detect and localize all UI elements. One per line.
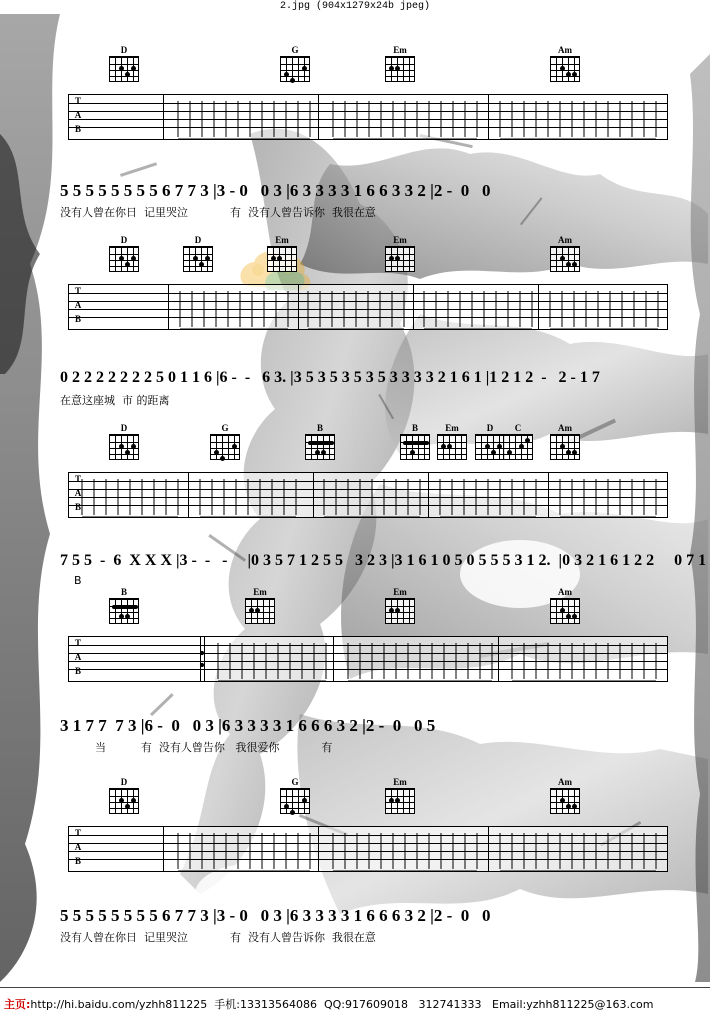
chord-grid: [109, 788, 139, 814]
chord-diagram: Em: [262, 236, 302, 272]
qq-label: QQ:: [323, 998, 346, 1011]
chord-grid: [210, 434, 240, 460]
chord-grid: [550, 246, 580, 272]
chord-diagram: Em: [380, 588, 420, 624]
chord-diagram: D: [470, 424, 510, 460]
chord-grid: [245, 598, 275, 624]
chord-diagram: Em: [240, 588, 280, 624]
tab-clef-letters: T A B: [74, 286, 82, 324]
tab-staff: [68, 284, 668, 330]
tab-staff: [68, 472, 668, 518]
chord-diagram: G: [275, 778, 315, 814]
chord-diagram: C: [498, 424, 538, 460]
footer-bar: [0, 987, 710, 1022]
chord-diagram: D: [104, 236, 144, 272]
chord-grid: [550, 434, 580, 460]
chord-diagram: G: [275, 46, 315, 82]
chord-grid: [109, 434, 139, 460]
chord-diagram: D: [104, 46, 144, 82]
chord-diagram: B: [395, 424, 435, 460]
chord-diagram: Am: [545, 778, 585, 814]
chord-grid: [550, 788, 580, 814]
footer-contact-line: [4, 996, 653, 1012]
chord-grid: [280, 56, 310, 82]
chord-grid: [385, 56, 415, 82]
jianpu-line: 5 5 5 5 5 5 5 5 6 7 7 3 |3 - 0 0 3 |6 3 3 3 3 1 6 6 3 3 2 |2 - 0 0: [60, 181, 491, 200]
lyric-line: 没有人曾在你日 记里哭泣 有 没有人曾告诉你 我很在意: [60, 206, 376, 219]
chord-diagram: Am: [545, 236, 585, 272]
lyric-line: 当 有 没有人曾告你 我很爱你 有: [60, 741, 333, 754]
chord-diagram: Am: [545, 424, 585, 460]
chord-grid: [385, 598, 415, 624]
spacer-4: [482, 998, 493, 1011]
chord-diagram: Am: [545, 46, 585, 82]
chord-grid: [109, 598, 139, 624]
chord-grid: [280, 788, 310, 814]
chord-grid: [400, 434, 430, 460]
chord-grid: [550, 598, 580, 624]
lyric-line: 在意这座城 市 的距离: [60, 394, 170, 407]
chord-grid: [550, 56, 580, 82]
jianpu-line: 5 5 5 5 5 5 5 5 6 7 7 3 |3 - 0 0 3 |6 3 3 3 3 1 6 6 6 3 2 |2 - 0 0: [60, 906, 491, 925]
chord-diagram: Em: [380, 236, 420, 272]
tab-staff: [68, 636, 668, 682]
chord-grid: [503, 434, 533, 460]
mobile-number: 13313564086: [240, 998, 317, 1011]
tab-clef-letters: T A B: [74, 474, 82, 512]
homepage-url[interactable]: http://hi.baidu.com/yzhh811225: [30, 998, 208, 1011]
chord-grid: [305, 434, 335, 460]
tab-clef-letters: T A B: [74, 638, 82, 676]
chord-grid: [385, 788, 415, 814]
tab-staff: [68, 826, 668, 872]
chord-diagram: Em: [432, 424, 472, 460]
jianpu-line: 0 2 2 2 2 2 2 2 5 0 1 1 6 |6 - - 6 3. |3 5 3 5 3 5 3 5 3 3 3 3 2 1 6 1 |1 2 1 2 - 2 - 1 7: [60, 369, 600, 386]
tab-staff: [68, 94, 668, 140]
chord-diagram: D: [178, 236, 218, 272]
tab-clef-letters: T A B: [74, 96, 82, 134]
chord-diagram: G: [205, 424, 245, 460]
mobile-label: 手机:: [214, 998, 240, 1011]
chord-grid: [267, 246, 297, 272]
homepage-label: 主页:: [4, 998, 31, 1011]
email-address[interactable]: yzhh811225@163.com: [526, 998, 654, 1011]
chord-grid: [385, 246, 415, 272]
chord-grid: [109, 56, 139, 82]
chord-diagram: B: [300, 424, 340, 460]
file-caption: 2.jpg (904x1279x24b jpeg): [279, 1, 431, 12]
chord-diagram: B: [104, 588, 144, 624]
spacer-3: [408, 998, 419, 1011]
chord-diagram: Am: [545, 588, 585, 624]
chord-grid: [437, 434, 467, 460]
lyric-line: 没有人曾在你日 记里哭泣 有 没有人曾告诉你 我很在意: [60, 931, 376, 944]
chord-diagram: Em: [380, 46, 420, 82]
spacer-2: [317, 998, 324, 1011]
email-label: Email:: [492, 998, 527, 1011]
lyric-line: B: [60, 574, 82, 587]
chord-diagram: D: [104, 778, 144, 814]
chord-grid: [109, 246, 139, 272]
qq-number: 917609018: [345, 998, 409, 1011]
qq-number-2: 312741333: [418, 998, 482, 1011]
chord-diagram: D: [104, 424, 144, 460]
jianpu-line: 3 1 7 7 7 3 |6 - 0 0 3 |6 3 3 3 3 1 6 6 6 3 2 |2 - 0 0 5: [60, 716, 436, 735]
tab-clef-letters: T A B: [74, 828, 82, 866]
jianpu-line: 7 5 5 - 6 X X X |3 - - - |0 3 5 7 1 2 5 5 3 2 3 |3 1 6 1 0 5 0 5 5 5 3 1 2. |0 3 2 1 6 1 2 2 0 7 1: [60, 552, 707, 569]
chord-diagram: Em: [380, 778, 420, 814]
chord-grid: [183, 246, 213, 272]
